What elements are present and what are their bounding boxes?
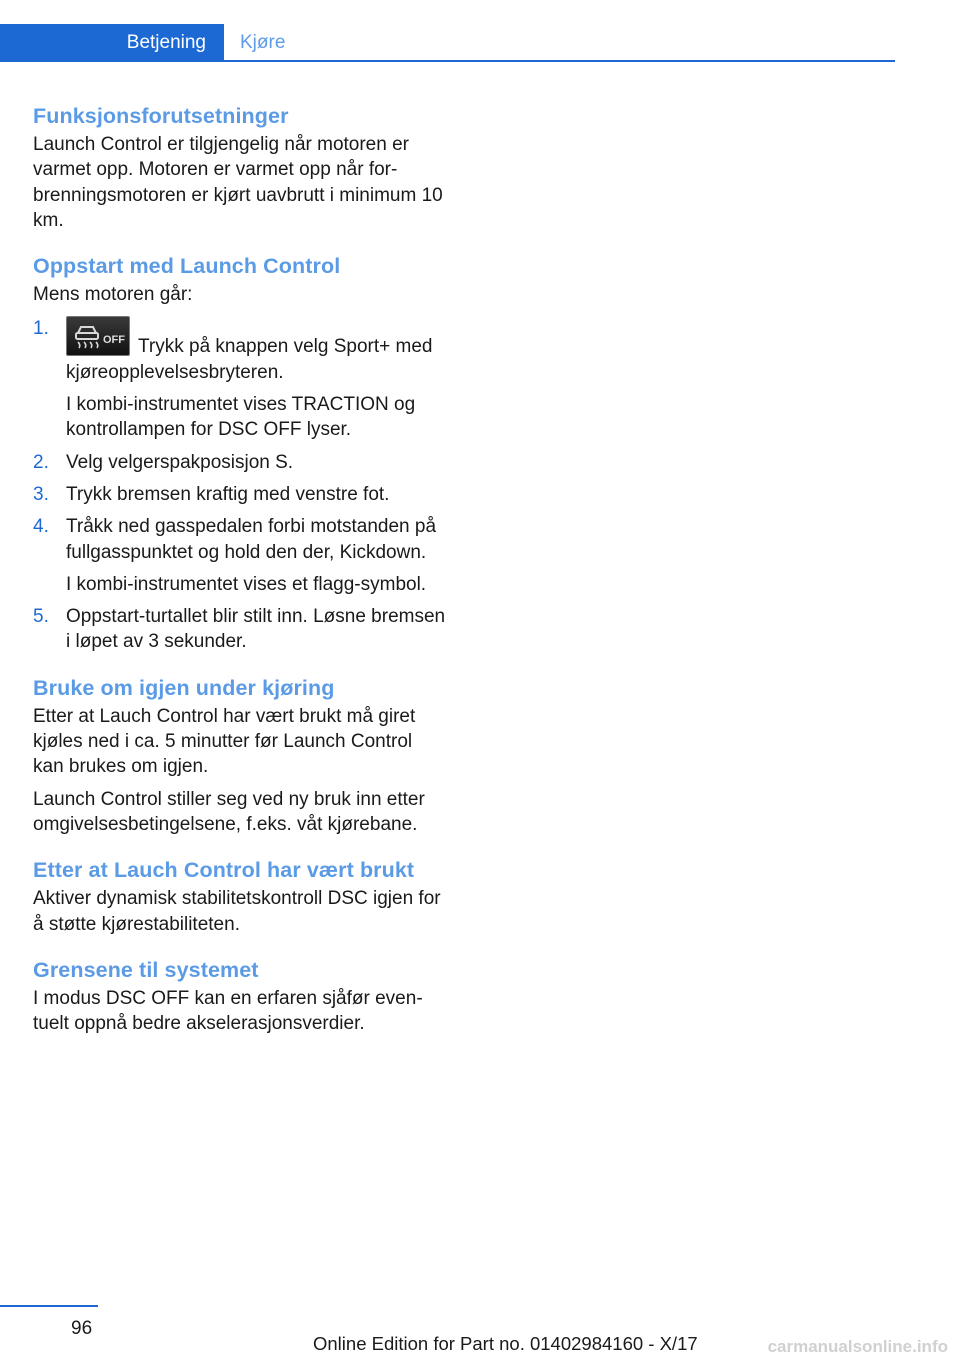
paragraph: Aktiver dynamisk stabilitetskontroll DSC igjen for å støtte kjørestabiliteten. bbox=[33, 888, 441, 935]
dsc-off-button bbox=[66, 316, 130, 356]
paragraph: Launch Control stiller seg ved ny bruk inn etter omgivelsesbetingelsene, f.eks. våt kjørebane. bbox=[33, 788, 425, 835]
section-heading: Oppstart med Launch Control bbox=[33, 254, 341, 279]
paragraph: Launch Control er tilgjengelig når motoren er varmet opp. Motoren er varmet opp når forbrenningsmotoren er kjørt uavbrutt i minimum 10 km. bbox=[33, 134, 443, 231]
main-content bbox=[33, 100, 448, 1053]
section-heading: Bruke om igjen under kjøring bbox=[33, 675, 335, 700]
step-number: 4. bbox=[33, 516, 49, 538]
watermark: carmanualsonline.info bbox=[767, 1337, 948, 1356]
section-grensene bbox=[33, 954, 448, 1037]
steps-list bbox=[33, 316, 448, 654]
paragraph: I modus DSC OFF kan en erfaren sjåfør eventuelt oppnå bedre akselerasjonsverdier. bbox=[33, 987, 423, 1035]
edition-note: Online Edition for Part no. 01402984160 - X/17 bbox=[313, 1333, 698, 1354]
paragraph: Mens motoren går: bbox=[33, 284, 193, 306]
list-item bbox=[33, 514, 448, 597]
step-text: Oppstart-turtallet blir stilt inn. Løsne bremsen i løpet av 3 sekunder. bbox=[66, 606, 446, 653]
list-item bbox=[33, 604, 448, 655]
section-heading: Grensene til systemet bbox=[33, 957, 259, 982]
paragraph: Etter at Lauch Control har vært brukt må giret kjøles ned i ca. 5 minutter før Launch Control kan brukes om igjen. bbox=[33, 705, 416, 778]
step-number: 1. bbox=[33, 318, 49, 340]
section-heading: Etter at Lauch Control har vært brukt bbox=[33, 858, 415, 883]
list-item bbox=[33, 316, 448, 442]
step-text: Velg velgerspakposisjon S. bbox=[66, 451, 294, 473]
section-oppstart bbox=[33, 250, 448, 655]
header-bar bbox=[0, 24, 895, 62]
dsc-off-label: OFF bbox=[103, 334, 125, 347]
step-text: Tråkk ned gasspedalen forbi motstanden på fullgasspunktet og hold den der, Kickdown. bbox=[66, 516, 437, 563]
tab-kjore[interactable]: Kjøre bbox=[240, 32, 286, 53]
step-number: 3. bbox=[33, 483, 49, 505]
dsc-skid-car-icon bbox=[72, 323, 102, 349]
tab-betjening[interactable] bbox=[0, 24, 224, 60]
step-number: 2. bbox=[33, 451, 49, 473]
step-text: Trykk på knappen velg Sport+ med kjøreopplevelsesbryteren. bbox=[66, 336, 433, 383]
footer-divider bbox=[0, 1305, 98, 1307]
page-number: 96 bbox=[71, 1318, 93, 1339]
list-item bbox=[33, 482, 448, 507]
list-item bbox=[33, 450, 448, 475]
step-note: I kombi-instrumentet vises et flagg-symbol. bbox=[66, 573, 427, 595]
section-etter-launch-control bbox=[33, 854, 448, 937]
section-funksjonsforutsetninger bbox=[33, 100, 448, 233]
tab-betjening-label: Betjening bbox=[126, 32, 206, 53]
step-text: Trykk bremsen kraftig med venstre fot. bbox=[66, 483, 390, 505]
step-note: I kombi-instrumentet vises TRACTION og kontrollampen for DSC OFF lyser. bbox=[66, 394, 416, 441]
section-heading: Funksjonsforutsetninger bbox=[33, 104, 289, 128]
step-text-wrapper bbox=[66, 316, 448, 385]
step-number: 5. bbox=[33, 606, 49, 628]
section-bruke-om-igjen bbox=[33, 672, 448, 837]
